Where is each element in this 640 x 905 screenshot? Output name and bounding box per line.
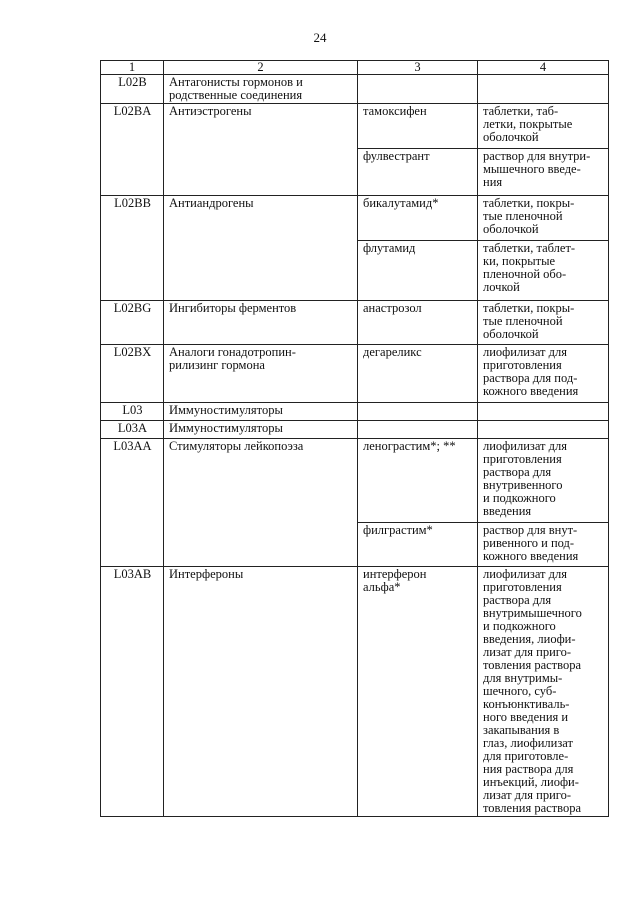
atc-code: L02BB <box>101 196 164 301</box>
group-name: Иммуностимуляторы <box>164 403 358 421</box>
group-name: Интерфероны <box>164 567 358 817</box>
group-name: Аналоги гонадотропин- рилизинг гормона <box>164 345 358 403</box>
table-row <box>101 421 609 439</box>
dosage-form <box>478 75 609 104</box>
group-name: Антагонисты гормонов и родственные соединения <box>164 75 358 104</box>
table-row <box>101 301 609 345</box>
atc-code: L02BG <box>101 301 164 345</box>
drug-name: интерферон альфа* <box>358 567 478 817</box>
group-name: Иммуностимуляторы <box>164 421 358 439</box>
atc-code: L02B <box>101 75 164 104</box>
atc-code: L03 <box>101 403 164 421</box>
dosage-form: таблетки, покры- тые пленочной оболочкой <box>478 301 609 345</box>
dosage-form: раствор для внут- ривенного и под- кожного введения <box>478 523 609 567</box>
drug-name <box>358 403 478 421</box>
group-name: Стимуляторы лейкопоэза <box>164 439 358 567</box>
table-row <box>101 75 609 104</box>
dosage-form: таблетки, таблет- ки, покрытые пленочной обо- лочкой <box>478 241 609 301</box>
medication-table <box>100 60 609 817</box>
atc-code: L03A <box>101 421 164 439</box>
atc-code: L03AA <box>101 439 164 567</box>
drug-name: флутамид <box>358 241 478 301</box>
header-cell-3: 3 <box>358 61 478 75</box>
dosage-form: лиофилизат для приготовления раствора для внутривенного и подкожного введения <box>478 439 609 523</box>
dosage-form: лиофилизат для приготовления раствора для внутримышечного и подкожного введения, лиофи- лизат для приго- товления раствора для внутримы- шечного, суб- конъюнктиваль- ного введения и закапывания в глаз, лиофилизат для приготовле- ния раствора для инъекций, лиофи- лизат для приго- товления раствора <box>478 567 609 817</box>
header-cell-4: 4 <box>478 61 609 75</box>
drug-name <box>358 75 478 104</box>
drug-name: филграстим* <box>358 523 478 567</box>
header-cell-2: 2 <box>164 61 358 75</box>
table-row <box>101 439 609 523</box>
drug-name: бикалутамид* <box>358 196 478 241</box>
drug-name: ленограстим*; ** <box>358 439 478 523</box>
group-name: Антиандрогены <box>164 196 358 301</box>
table-header-row <box>101 61 609 75</box>
page-number: 24 <box>313 30 327 45</box>
dosage-form <box>478 403 609 421</box>
dosage-form: таблетки, таб- летки, покрытые оболочкой <box>478 104 609 149</box>
table-row <box>101 104 609 149</box>
dosage-form: раствор для внутри- мышечного введе- ния <box>478 149 609 196</box>
atc-code: L03AB <box>101 567 164 817</box>
dosage-form: лиофилизат для приготовления раствора для под- кожного введения <box>478 345 609 403</box>
dosage-form <box>478 421 609 439</box>
group-name: Ингибиторы ферментов <box>164 301 358 345</box>
table-row <box>101 345 609 403</box>
drug-name: фулвестрант <box>358 149 478 196</box>
dosage-form: таблетки, покры- тые пленочной оболочкой <box>478 196 609 241</box>
table-row <box>101 196 609 241</box>
header-cell-1: 1 <box>101 61 164 75</box>
drug-name <box>358 421 478 439</box>
drug-name: анастрозол <box>358 301 478 345</box>
drug-name: тамоксифен <box>358 104 478 149</box>
table-row <box>101 567 609 817</box>
table-row <box>101 403 609 421</box>
drug-name: дегареликс <box>358 345 478 403</box>
atc-code: L02BA <box>101 104 164 196</box>
group-name: Антиэстрогены <box>164 104 358 196</box>
atc-code: L02BX <box>101 345 164 403</box>
